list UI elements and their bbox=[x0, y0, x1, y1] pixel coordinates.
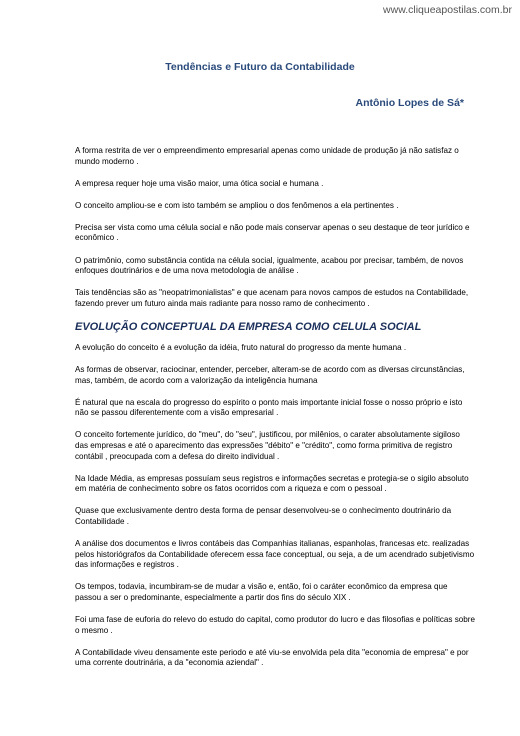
author-name: Antônio Lopes de Sá* bbox=[355, 97, 464, 109]
paragraph: A evolução do conceito é a evolução da idéia, fruto natural do progresso da mente humana . bbox=[75, 342, 407, 352]
paragraph: A Contabilidade viveu densamente este periodo e até viu-se envolvida pela dita "economia de empresa" e por uma corrente doutrinária, a da "economia aziendal" . bbox=[75, 647, 469, 668]
paragraph: É natural que na escala do progresso do espírito o ponto mais importante inicial fosse o nosso próprio e isto não se passou diferentemente com a visão empresarial . bbox=[75, 397, 463, 418]
document-title: Tendências e Futuro da Contabilidade bbox=[165, 61, 355, 73]
paragraph: Na Idade Média, as empresas possuíam seus registros e informações secretas e protegia-se o sigilo absoluto em matéria de conhecimento sobre os fatos ocorridos com a riqueza e com o pessoal . bbox=[75, 473, 469, 494]
paragraph: Foi uma fase de euforia do relevo do estudo do capital, como produtor do lucro e das filosofias e políticas sobre o mesmo . bbox=[75, 615, 475, 635]
document-body bbox=[75, 146, 475, 680]
paragraph: Tais tendências são as "neopatrimonialistas" e que acenam para novos campos de estudos na Contabilidade, fazendo prever um futuro ainda mais radiante para nosso ramo de conhecimento . bbox=[75, 288, 469, 308]
paragraph: As formas de observar, raciocinar, entender, perceber, alteram-se de acordo com as diversas circunstâncias, mas, também, de acordo com a valorização da inteligência humana bbox=[75, 365, 465, 385]
paragraph: Os tempos, todavia, incumbiram-se de mudar a visão e, então, foi o caráter econômico da empresa que passou a ser o predominante, especialmente a partir dos fins do século XIX . bbox=[75, 582, 448, 602]
paragraph: A forma restrita de ver o empreendimento empresarial apenas como unidade de produção já não satisfaz o mundo moderno . bbox=[75, 146, 459, 166]
paragraph: A empresa requer hoje uma visão maior, uma ótica social e humana . bbox=[75, 178, 324, 188]
section-heading: EVOLUÇÃO CONCEPTUAL DA EMPRESA COMO CELULA SOCIAL bbox=[75, 320, 422, 333]
site-url[interactable]: www.cliqueapostilas.com.br bbox=[383, 4, 512, 16]
paragraph: Quase que exclusivamente dentro desta forma de pensar desenvolveu-se o conhecimento doutrinário da Contabilidade . bbox=[75, 506, 452, 526]
paragraph: O conceito ampliou-se e com isto também se ampliou o dos fenômenos a ela pertinentes . bbox=[75, 200, 399, 210]
paragraph: Precisa ser vista como uma célula social e não pode mais conservar apenas o seu destaque de teor jurídico e econômico . bbox=[75, 222, 470, 243]
paragraph: O conceito fortemente jurídico, do "meu", do "seu", justificou, por milênios, o carater absolutamente sigiloso das empresas e até o aparecimento das expressões "débito" e "crédito", como forma primitiva de registro contábil , preocupada com a defesa do direito individual . bbox=[75, 430, 460, 461]
paragraph: A análise dos documentos e livros contábeis das Companhias italianas, espanholas, francesas etc. realizadas pelos historiógrafos da Contabilidade oferecem essa face conceptual, ou seja, a de um acendrado subjetivismo das informações e registros . bbox=[75, 539, 475, 570]
paragraph: O patrimônio, como substância contida na célula social, igualmente, acabou por precisar, também, de novos enfoques doutrinários e de uma nova metodologia de análise . bbox=[75, 255, 464, 276]
